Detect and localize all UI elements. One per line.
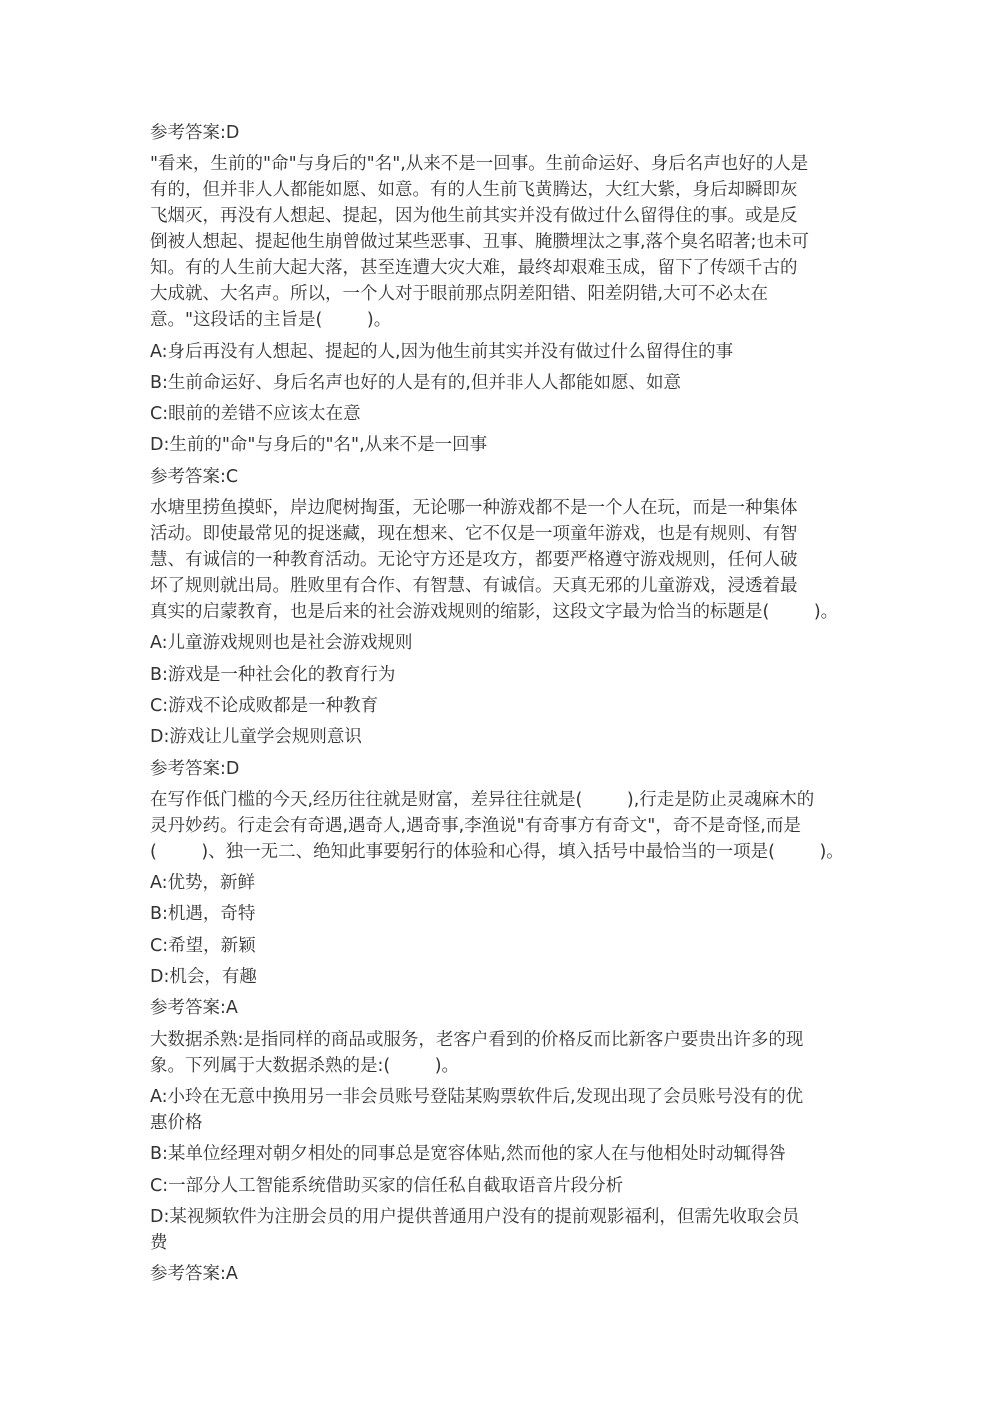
option-line: A:小玲在无意中换用另一非会员账号登陆某购票软件后,发现出现了会员账号没有的优	[150, 1086, 804, 1107]
stem-line: 倒被人想起、提起他生崩曾做过某些恶事、丑事、腌臜埋汰之事,落个臭名昭著;也未可	[150, 232, 809, 253]
option-line: 惠价格	[150, 1112, 203, 1133]
option-line: C:希望，新颖	[150, 935, 256, 956]
stem-line: 真实的启蒙教育，也是后来的社会游戏规则的缩影，这段文字最为恰当的标题是( )。	[150, 602, 839, 623]
option-line: B:生前命运好、身后名声也好的人是有的,但并非人人都能如愿、如意	[150, 372, 681, 393]
stem-line: 坏了规则就出局。胜败里有合作、有智慧、有诚信。天真无邪的儿童游戏，浸透着最	[150, 576, 798, 597]
option-line: B:某单位经理对朝夕相处的同事总是宽容体贴,然而他的家人在与他相处时动辄得咎	[150, 1144, 786, 1165]
option-a	[150, 870, 870, 896]
answer-key-text: 参考答案:A	[150, 998, 238, 1019]
answer-key	[150, 1261, 870, 1287]
question-stem	[150, 495, 870, 625]
option-c	[150, 1173, 870, 1199]
stem-line: 活动。即使最常见的捉迷藏，现在想来、它不仅是一项童年游戏，也是有规则、有智	[150, 524, 798, 545]
option-line: 费	[150, 1232, 168, 1253]
option-a	[150, 1084, 870, 1136]
stem-line: 在写作低门槛的今天,经历往往就是财富，差异往往就是( ),行走是防止灵魂麻木的	[150, 789, 815, 810]
option-b	[150, 662, 870, 688]
stem-line: ( )、独一无二、绝知此事要躬行的体验和心得，填入括号中最恰当的一项是( )。	[150, 841, 844, 862]
stem-line: 象。下列属于大数据杀熟的是:( )。	[150, 1055, 460, 1076]
answer-key	[150, 464, 870, 490]
option-line: C:一部分人工智能系统借助买家的信任私自截取语音片段分析	[150, 1175, 624, 1196]
question-stem	[150, 787, 870, 865]
option-line: A:儿童游戏规则也是社会游戏规则	[150, 633, 413, 654]
option-line: D:某视频软件为注册会员的用户提供普通用户没有的提前观影福利，但需先收取会员	[150, 1206, 800, 1227]
option-c	[150, 401, 870, 427]
question-4	[150, 1027, 870, 1287]
answer-key	[150, 756, 870, 782]
option-a	[150, 630, 870, 656]
answer-key-text: 参考答案:A	[150, 1264, 238, 1285]
option-line: A:优势，新鲜	[150, 873, 256, 894]
stem-line: 水塘里捞鱼摸虾，岸边爬树掏蛋，无论哪一种游戏都不是一个人在玩，而是一种集体	[150, 498, 798, 519]
answer-key-text: 参考答案:D	[150, 123, 240, 143]
stem-line: "看来，生前的"命"与身后的"名",从来不是一回事。生前命运好、身后名声也好的人是	[150, 154, 809, 175]
option-line: D:生前的"命"与身后的"名",从来不是一回事	[150, 435, 488, 456]
answer-key-text: 参考答案:D	[150, 758, 240, 779]
stem-line: 有的，但并非人人都能如愿、如意。有的人生前飞黄腾达，大红大紫，身后却瞬即灰	[150, 180, 798, 201]
stem-line: 慧、有诚信的一种教育活动。无论守方还是攻方，都要严格遵守游戏规则，任何人破	[150, 550, 798, 571]
option-line: D:游戏让儿童学会规则意识	[150, 727, 362, 748]
option-line: B:游戏是一种社会化的教育行为	[150, 664, 396, 685]
option-a	[150, 339, 870, 365]
option-line: C:游戏不论成败都是一种教育	[150, 695, 379, 716]
option-line: B:机遇，奇特	[150, 904, 256, 925]
question-stem	[150, 1027, 870, 1079]
stem-line: 大成就、大名声。所以，一个人对于眼前那点阴差阳错、阳差阴错,大可不必太在	[150, 284, 769, 305]
option-line: D:机会，有趣	[150, 967, 257, 988]
option-d	[150, 1204, 870, 1256]
answer-key	[150, 120, 870, 146]
question-1	[150, 151, 870, 489]
stem-line: 灵丹妙药。行走会有奇遇,遇奇人,遇奇事,李渔说"有奇事方有奇文"，奇不是奇怪,而是	[150, 815, 801, 836]
option-d	[150, 432, 870, 458]
option-c	[150, 693, 870, 719]
option-d	[150, 964, 870, 990]
stem-line: 大数据杀熟:是指同样的商品或服务，老客户看到的价格反而比新客户要贵出许多的现	[150, 1029, 804, 1050]
option-b	[150, 1141, 870, 1167]
option-b	[150, 370, 870, 396]
stem-line: 意。"这段话的主旨是( )。	[150, 310, 392, 331]
stem-line: 知。有的人生前大起大落，甚至连遭大灾大难，最终却艰难玉成，留下了传颂千古的	[150, 258, 798, 279]
answer-key-text: 参考答案:C	[150, 466, 239, 487]
option-d	[150, 724, 870, 750]
question-2	[150, 495, 870, 781]
question-stem	[150, 151, 870, 333]
question-3	[150, 787, 870, 1021]
option-line: C:眼前的差错不应该太在意	[150, 404, 361, 425]
option-b	[150, 901, 870, 927]
stem-line: 飞烟灭，再没有人想起、提起，因为他生前其实并没有做过什么留得住的事。或是反	[150, 206, 798, 227]
document-page	[150, 120, 870, 1292]
answer-key	[150, 995, 870, 1021]
option-line: A:身后再没有人想起、提起的人,因为他生前其实并没有做过什么留得住的事	[150, 341, 734, 362]
option-c	[150, 933, 870, 959]
